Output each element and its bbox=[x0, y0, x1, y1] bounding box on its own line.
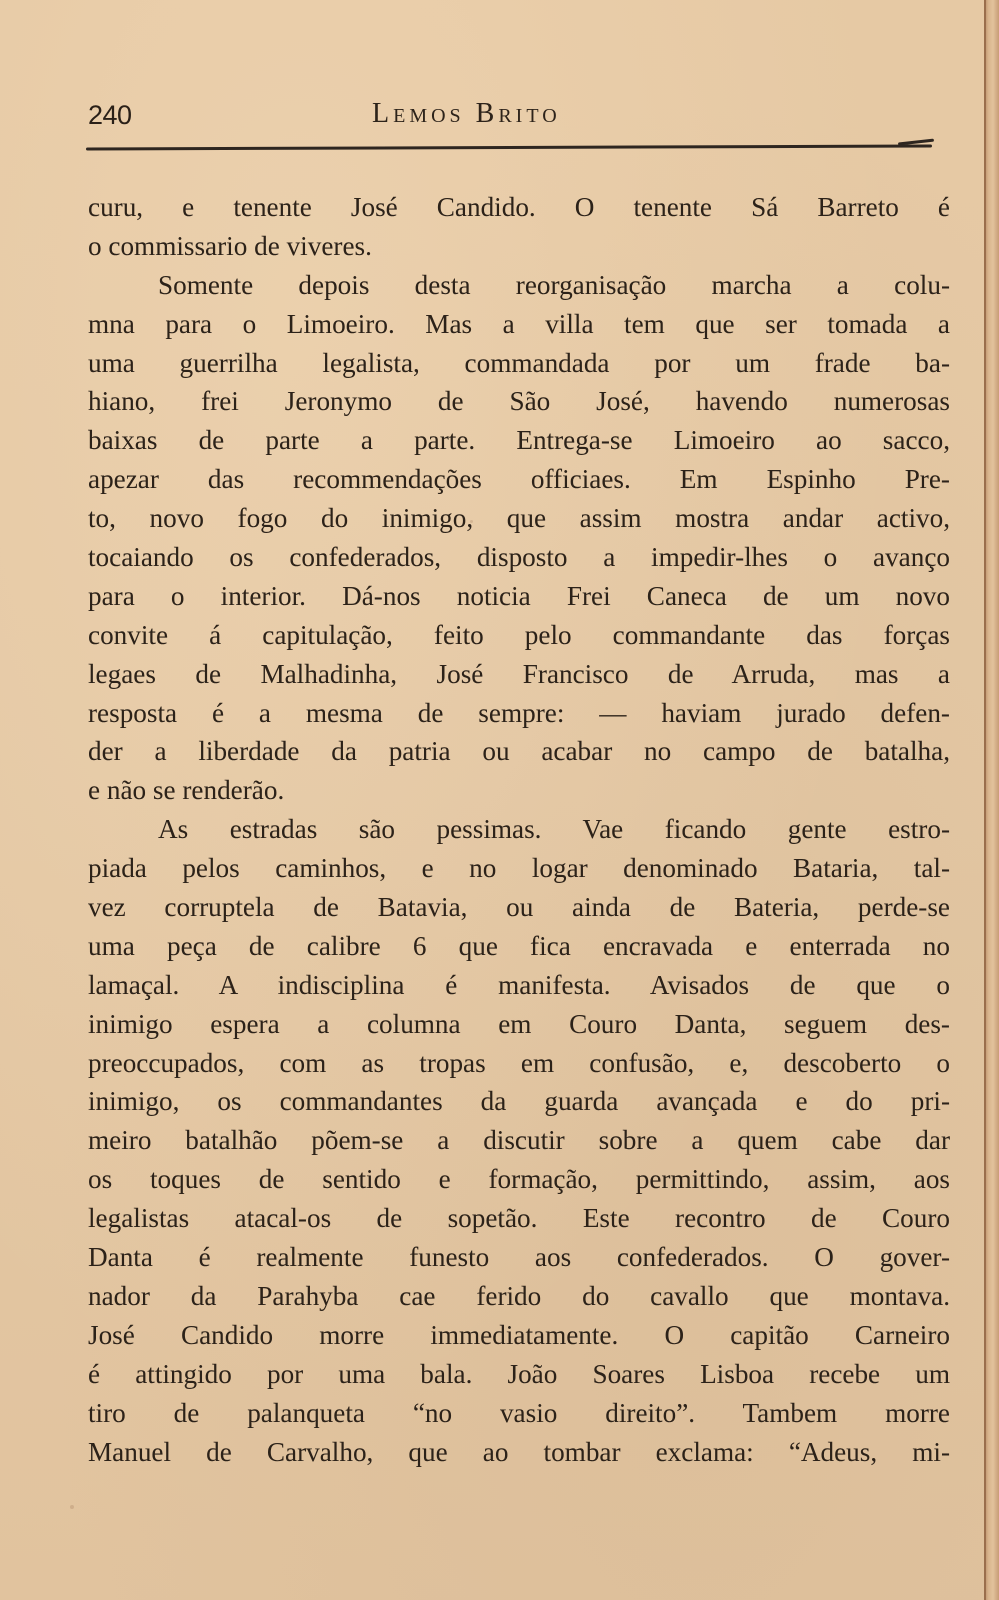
text-line: curu, e tenente José Candido. O tenente Sá Barreto é bbox=[88, 192, 950, 222]
text-line: hiano, frei Jeronymo de São José, havendo numerosas bbox=[88, 386, 950, 417]
text-line: legaes de Malhadinha, José Francisco de Arruda, mas a bbox=[88, 658, 950, 689]
text-line: apezar das recommendações officiaes. Em Espinho Pre- bbox=[88, 464, 950, 495]
text-line: inimigo espera a columna em Couro Danta, seguem des- bbox=[88, 1008, 950, 1039]
text-line: e não se renderão. bbox=[88, 775, 285, 806]
text-line: José Candido morre immediatamente. O capitão Carneiro bbox=[88, 1319, 950, 1350]
text-line: lamaçal. A indisciplina é manifesta. Avisados de que o bbox=[88, 969, 950, 1000]
text-line: os toques de sentido e formação, permittindo, assim, aos bbox=[88, 1164, 950, 1195]
text-line: uma peça de calibre 6 que fica encravada e enterrada no bbox=[88, 930, 950, 961]
text-line: piada pelos caminhos, e no logar denominado Bataria, tal- bbox=[88, 853, 950, 884]
text-line: meiro batalhão põem-se a discutir sobre a quem cabe dar bbox=[88, 1125, 950, 1156]
paper-speck bbox=[70, 1505, 74, 1509]
text-line: tiro de palanqueta “no vasio direito”. Tambem morre bbox=[88, 1397, 950, 1428]
text-line: tocaiando os confederados, disposto a impedir-lhes o avanço bbox=[88, 542, 950, 573]
page-number: 240 bbox=[88, 100, 132, 130]
running-title: Lemos Brito bbox=[372, 98, 561, 129]
text-line: é attingido por uma bala. João Soares Lisboa recebe um bbox=[88, 1358, 950, 1389]
paragraph-start-line: Somente depois desta reorganisação marcha a colu- bbox=[158, 269, 950, 300]
text-line: convite á capitulação, feito pelo commandante das forças bbox=[88, 619, 950, 650]
header-rule bbox=[86, 145, 932, 151]
text-line: nador da Parahyba cae ferido do cavallo que montava. bbox=[88, 1280, 950, 1311]
text-line: para o interior. Dá-nos noticia Frei Caneca de um novo bbox=[88, 580, 950, 611]
text-line: preoccupados, com as tropas em confusão, e, descoberto o bbox=[88, 1047, 950, 1078]
text-line: baixas de parte a parte. Entrega-se Limoeiro ao sacco, bbox=[88, 425, 950, 456]
text-line: der a liberdade da patria ou acabar no campo de batalha, bbox=[88, 736, 950, 767]
text-line: legalistas atacal-os de sopetão. Este recontro de Couro bbox=[88, 1203, 950, 1234]
text-line: vez corruptela de Batavia, ou ainda de Bateria, perde-se bbox=[88, 892, 950, 923]
text-line: inimigo, os commandantes da guarda avançada e do pri- bbox=[88, 1086, 950, 1117]
text-line: mna para o Limoeiro. Mas a villa tem que ser tomada a bbox=[88, 308, 950, 339]
text-line: uma guerrilha legalista, commandada por um frade ba- bbox=[88, 347, 950, 378]
paragraph-start-line: As estradas são pessimas. Vae ficando gente estro- bbox=[158, 814, 950, 845]
text-line: Manuel de Carvalho, que ao tombar exclama: “Adeus, mi- bbox=[88, 1436, 950, 1467]
text-line: resposta é a mesma de sempre: — haviam jurado defen- bbox=[88, 697, 950, 728]
page-edge bbox=[984, 0, 999, 1600]
text-line: to, novo fogo do inimigo, que assim mostra andar activo, bbox=[88, 503, 950, 534]
text-line: Danta é realmente funesto aos confederados. O gover- bbox=[88, 1242, 950, 1273]
body-text bbox=[88, 188, 950, 1471]
text-line: o commissario de viveres. bbox=[88, 230, 372, 261]
running-head bbox=[88, 96, 952, 136]
